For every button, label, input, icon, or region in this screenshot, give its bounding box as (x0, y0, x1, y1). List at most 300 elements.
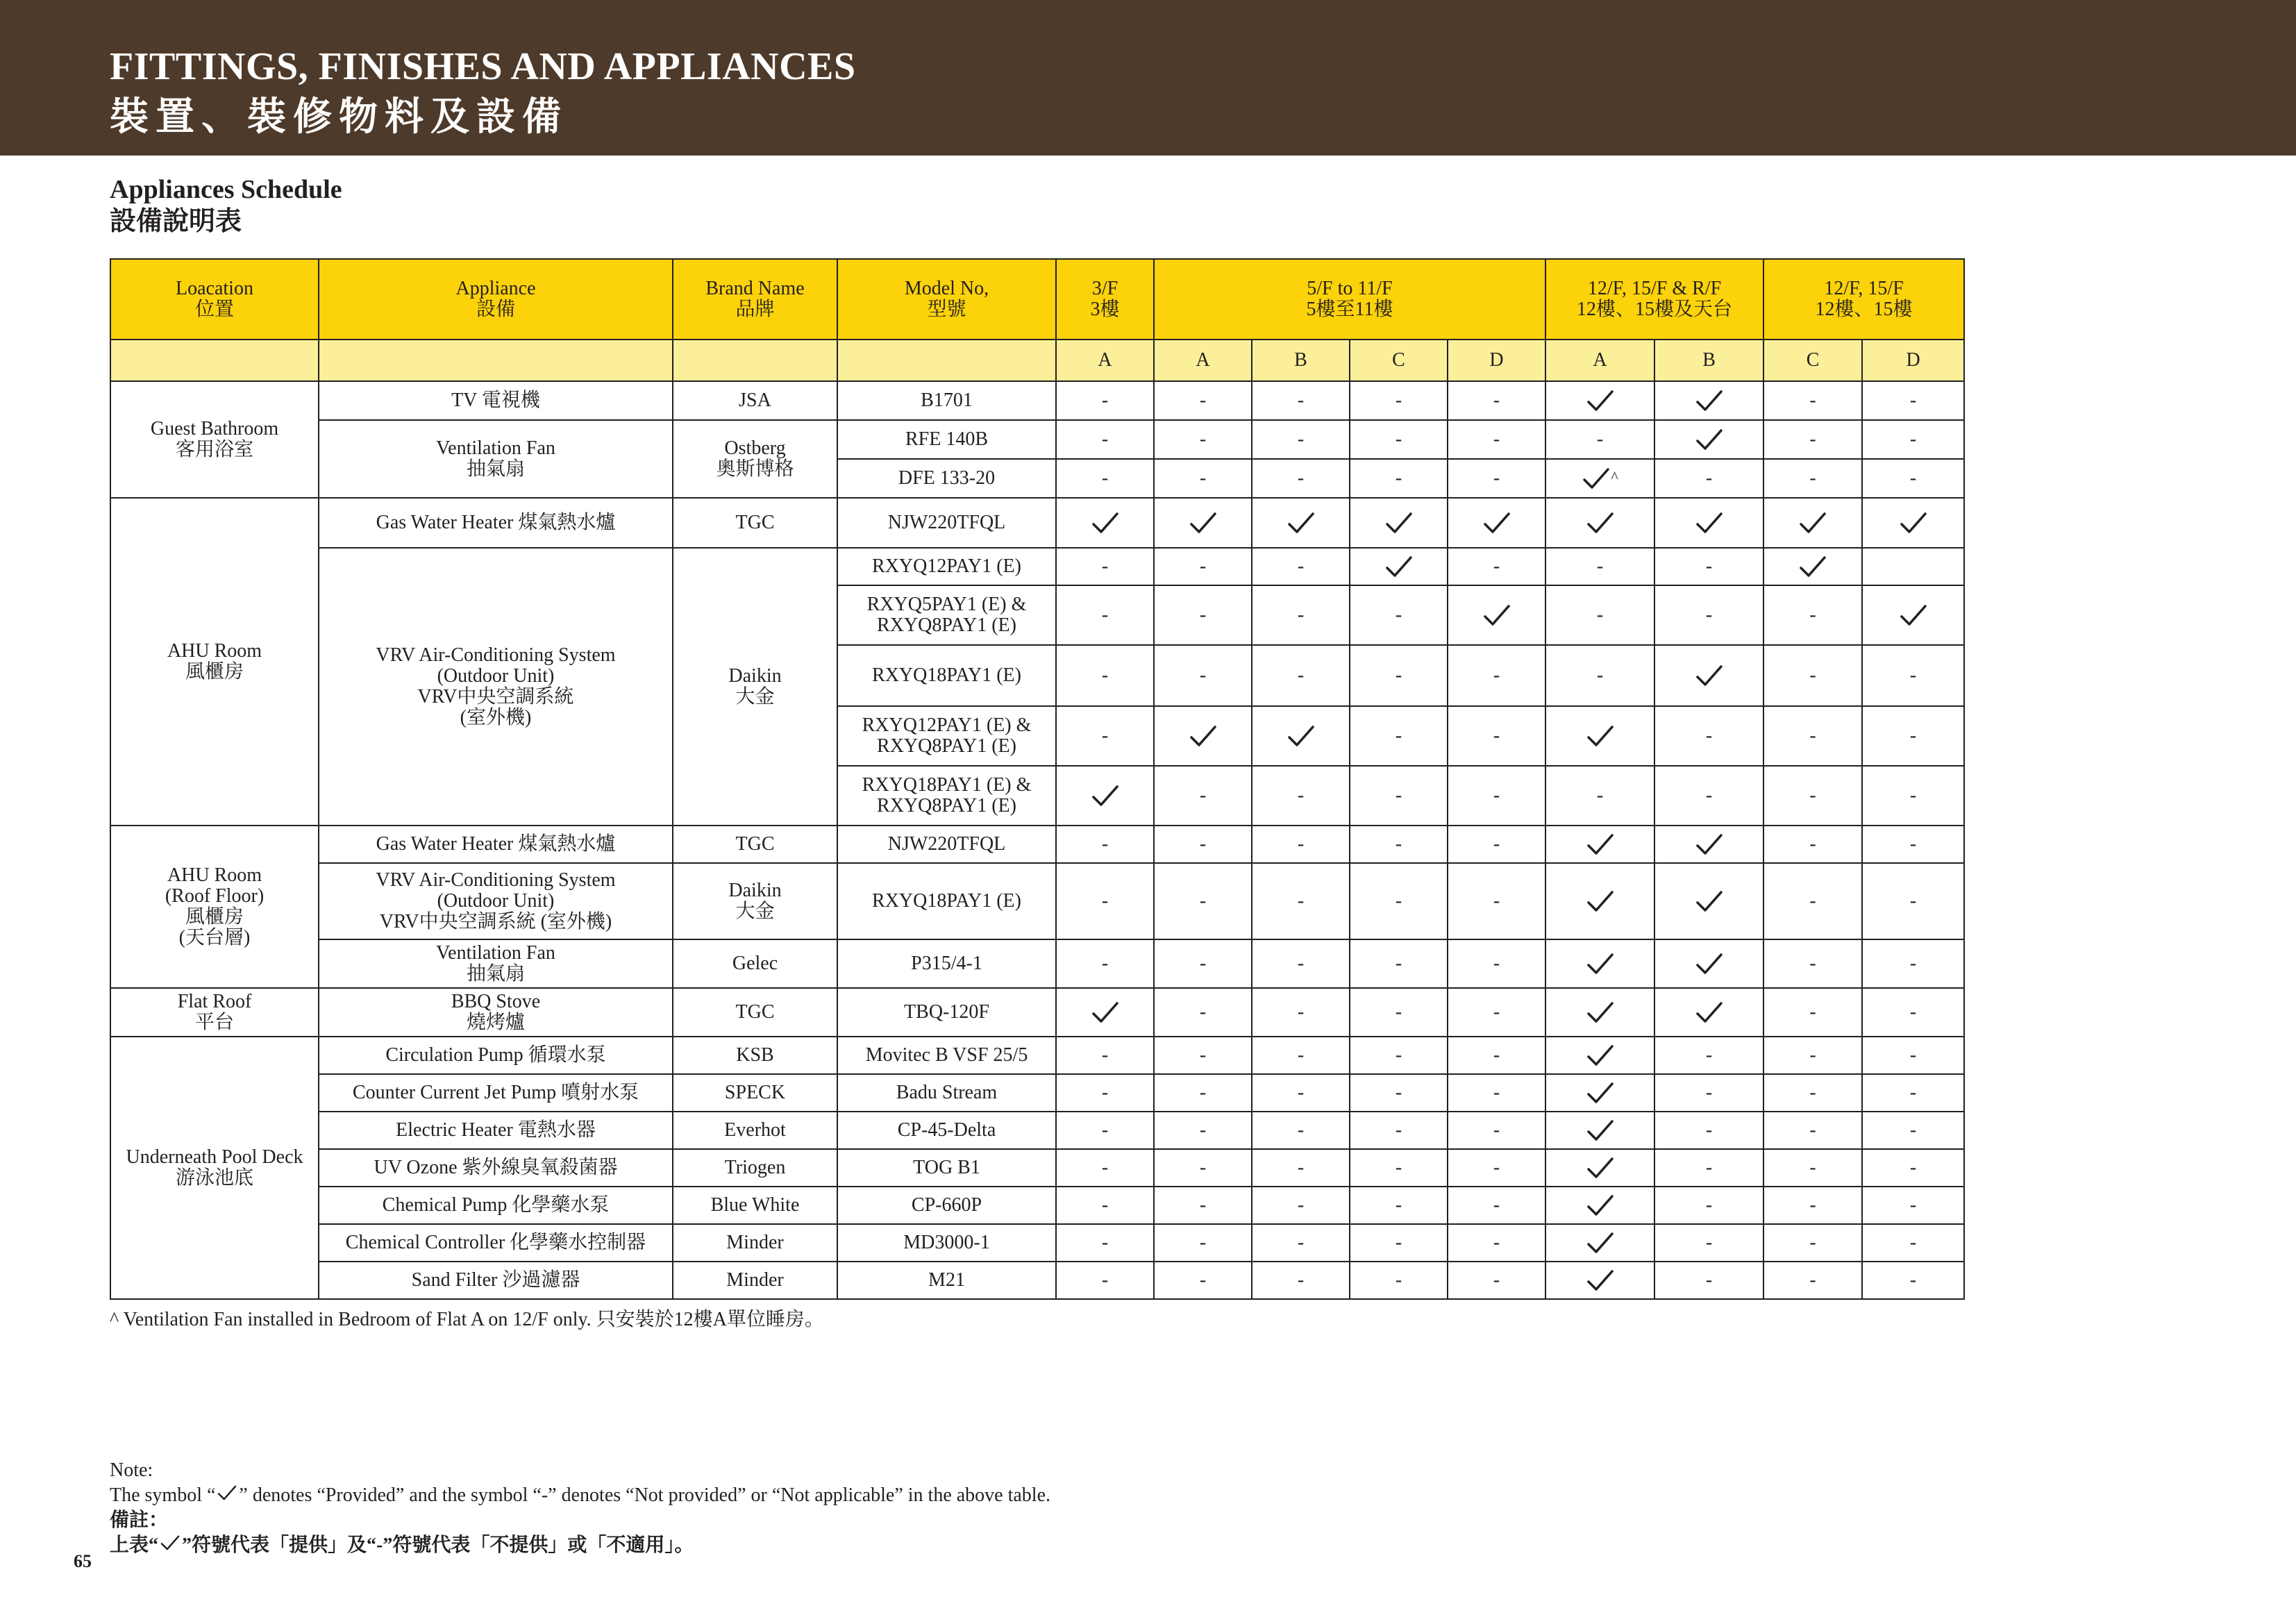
not-provided-mark: - (1493, 1232, 1500, 1253)
availability-cell (1154, 706, 1252, 766)
not-provided-mark: - (1199, 428, 1207, 450)
tick-icon (1287, 511, 1316, 535)
not-provided-mark: - (1705, 1157, 1713, 1178)
availability-cell (1154, 826, 1252, 863)
availability-cell (1763, 1074, 1862, 1112)
availability-cell (1252, 766, 1350, 826)
availability-cell (1862, 766, 1964, 826)
schedule-title (110, 174, 342, 237)
not-provided-mark: - (1705, 1119, 1713, 1141)
not-provided-mark: - (1395, 428, 1402, 450)
availability-cell (1763, 1149, 1862, 1187)
appliance-cell: TV 電視機 (319, 381, 673, 420)
tick-icon (1586, 1269, 1615, 1292)
availability-cell (1654, 1037, 1763, 1074)
availability-cell (1545, 863, 1654, 939)
not-provided-mark: - (1493, 467, 1500, 489)
note-text-zh: 上表“ ”符號代表「提供」及“-”符號代表「不提供」或「不適用」。 (110, 1534, 694, 1556)
tick-icon (1586, 389, 1615, 412)
location-cell: AHU Room (Roof Floor) 風櫃房 (天台層) (110, 826, 319, 988)
not-provided-mark: - (1101, 664, 1109, 686)
not-provided-mark: - (1493, 1082, 1500, 1103)
tick-icon (1695, 389, 1724, 412)
not-provided-mark: - (1909, 725, 1917, 746)
not-provided-mark: - (1395, 390, 1402, 411)
not-provided-mark: - (1493, 428, 1500, 450)
not-provided-mark: - (1395, 1269, 1402, 1291)
not-provided-mark: - (1101, 1232, 1109, 1253)
not-provided-mark: - (1101, 1119, 1109, 1141)
availability-cell (1448, 1187, 1545, 1224)
availability-cell (1448, 498, 1545, 548)
availability-cell (1056, 863, 1154, 939)
flat-col-header: A (1056, 340, 1154, 381)
tick-icon (1586, 1001, 1615, 1024)
availability-cell (1056, 1074, 1154, 1112)
availability-cell (1252, 1112, 1350, 1149)
availability-cell (1056, 498, 1154, 548)
not-provided-mark: - (1909, 428, 1917, 450)
model-cell: B1701 (837, 381, 1056, 420)
not-provided-mark: - (1395, 664, 1402, 686)
availability-cell (1154, 420, 1252, 459)
availability-cell (1862, 585, 1964, 645)
availability-cell (1252, 381, 1350, 420)
not-provided-mark: - (1297, 604, 1305, 626)
not-provided-mark: - (1199, 890, 1207, 912)
not-provided-mark: - (1909, 390, 1917, 411)
tick-icon (1091, 784, 1120, 807)
brand-cell: Ostberg 奧斯博格 (673, 420, 837, 498)
note-label-zh: 備註： (110, 1509, 169, 1531)
availability-cell (1448, 988, 1545, 1037)
availability-cell (1350, 420, 1448, 459)
availability-cell (1056, 1262, 1154, 1299)
availability-cell (1545, 988, 1654, 1037)
availability-cell (1448, 420, 1545, 459)
not-provided-mark: - (1199, 555, 1207, 577)
tick-icon (158, 1534, 182, 1556)
availability-cell (1763, 1112, 1862, 1149)
availability-cell (1862, 1224, 1964, 1262)
not-provided-mark: - (1705, 1232, 1713, 1253)
availability-cell (1654, 381, 1763, 420)
not-provided-mark: - (1705, 467, 1713, 489)
availability-cell (1545, 459, 1654, 498)
not-provided-mark: - (1101, 604, 1109, 626)
availability-cell (1654, 1262, 1763, 1299)
not-provided-mark: - (1596, 555, 1604, 577)
model-cell: RXYQ12PAY1 (E) & RXYQ8PAY1 (E) (837, 706, 1056, 766)
col-header-appliance: Appliance 設備 (319, 259, 673, 340)
availability-cell (1654, 548, 1763, 585)
page-title-zh: 裝置、裝修物料及設備 (110, 96, 568, 139)
model-cell: P315/4-1 (837, 939, 1056, 988)
availability-cell (1654, 1224, 1763, 1262)
availability-cell (1545, 1037, 1654, 1074)
footnote: ^ Ventilation Fan installed in Bedroom of Flat A on 12/F only. 只安裝於12樓A單位睡房。 (110, 1309, 824, 1330)
model-cell: RXYQ18PAY1 (E) & RXYQ8PAY1 (E) (837, 766, 1056, 826)
not-provided-mark: - (1909, 1269, 1917, 1291)
tick-icon (1091, 511, 1120, 535)
not-provided-mark: - (1199, 1119, 1207, 1141)
availability-cell (1252, 459, 1350, 498)
flat-col-header: A (1545, 340, 1654, 381)
not-provided-mark: - (1297, 1232, 1305, 1253)
availability-cell (1763, 706, 1862, 766)
availability-cell (1252, 548, 1350, 585)
availability-cell (1862, 1112, 1964, 1149)
not-provided-mark: - (1199, 390, 1207, 411)
availability-cell (1154, 548, 1252, 585)
availability-cell (1350, 1187, 1448, 1224)
availability-cell (1448, 766, 1545, 826)
not-provided-mark: - (1809, 1157, 1816, 1178)
brand-cell: Minder (673, 1262, 837, 1299)
not-provided-mark: - (1809, 785, 1816, 806)
tick-icon (1091, 1001, 1120, 1024)
tick-icon (1695, 428, 1724, 451)
not-provided-mark: - (1493, 890, 1500, 912)
availability-cell (1252, 939, 1350, 988)
availability-cell (1448, 548, 1545, 585)
availability-cell (1862, 548, 1964, 585)
model-cell: CP-45-Delta (837, 1112, 1056, 1149)
not-provided-mark: - (1395, 1044, 1402, 1066)
not-provided-mark: - (1395, 1119, 1402, 1141)
availability-cell (1763, 459, 1862, 498)
availability-cell (1763, 498, 1862, 548)
floor-group-header: 12/F, 15/F 12樓、15樓 (1763, 259, 1964, 340)
availability-cell (1448, 1224, 1545, 1262)
availability-cell (1654, 988, 1763, 1037)
not-provided-mark: - (1101, 555, 1109, 577)
appliance-cell: Sand Filter 沙過濾器 (319, 1262, 673, 1299)
availability-cell (1763, 766, 1862, 826)
not-provided-mark: - (1705, 785, 1713, 806)
availability-cell (1350, 548, 1448, 585)
availability-cell (1763, 1187, 1862, 1224)
availability-cell (1350, 939, 1448, 988)
header-row (110, 259, 1964, 340)
model-cell: TOG B1 (837, 1149, 1056, 1187)
availability-cell (1448, 645, 1545, 706)
table-row (110, 863, 1964, 939)
not-provided-mark: - (1705, 725, 1713, 746)
availability-cell (1154, 988, 1252, 1037)
appliance-cell: Electric Heater 電熱水器 (319, 1112, 673, 1149)
not-provided-mark: - (1909, 664, 1917, 686)
availability-cell (1862, 706, 1964, 766)
availability-cell (1763, 1224, 1862, 1262)
model-cell: TBQ-120F (837, 988, 1056, 1037)
availability-cell (1862, 498, 1964, 548)
not-provided-mark: - (1596, 664, 1604, 686)
schedule-title-en: Appliances Schedule (110, 175, 342, 204)
flat-col-header: B (1252, 340, 1350, 381)
not-provided-mark: - (1395, 1232, 1402, 1253)
availability-cell (1545, 585, 1654, 645)
availability-cell (1654, 939, 1763, 988)
not-provided-mark: - (1199, 1232, 1207, 1253)
not-provided-mark: - (1395, 1194, 1402, 1216)
table-row (110, 548, 1964, 585)
appliance-cell: Ventilation Fan 抽氣扇 (319, 939, 673, 988)
availability-cell (1862, 1037, 1964, 1074)
appliance-cell: Counter Current Jet Pump 噴射水泵 (319, 1074, 673, 1112)
not-provided-mark: - (1493, 953, 1500, 974)
not-provided-mark: - (1199, 785, 1207, 806)
not-provided-mark: - (1297, 1044, 1305, 1066)
not-provided-mark: - (1809, 467, 1816, 489)
not-provided-mark: - (1809, 1194, 1816, 1216)
not-provided-mark: - (1297, 428, 1305, 450)
not-provided-mark: - (1705, 1269, 1713, 1291)
availability-cell (1545, 420, 1654, 459)
model-cell: DFE 133-20 (837, 459, 1056, 498)
brand-cell: Triogen (673, 1149, 837, 1187)
not-provided-mark: - (1101, 1082, 1109, 1103)
not-provided-mark: - (1809, 1082, 1816, 1103)
availability-cell (1654, 459, 1763, 498)
not-provided-mark: - (1809, 664, 1816, 686)
availability-cell (1056, 1112, 1154, 1149)
table-row (110, 1037, 1964, 1074)
appliance-cell: Circulation Pump 循環水泵 (319, 1037, 673, 1074)
availability-cell (1763, 1262, 1862, 1299)
not-provided-mark: - (1199, 1044, 1207, 1066)
not-provided-mark: - (1199, 833, 1207, 855)
not-provided-mark: - (1909, 833, 1917, 855)
appliances-schedule-table (110, 258, 1965, 1300)
appliance-cell: BBQ Stove 燒烤爐 (319, 988, 673, 1037)
table-row (110, 498, 1964, 548)
availability-cell (1545, 1112, 1654, 1149)
not-provided-mark: - (1705, 1044, 1713, 1066)
availability-cell (1154, 645, 1252, 706)
tick-icon (1384, 555, 1414, 578)
availability-cell (1350, 1224, 1448, 1262)
not-provided-mark: - (1909, 1157, 1917, 1178)
not-provided-mark: - (1297, 890, 1305, 912)
availability-cell (1252, 585, 1350, 645)
not-provided-mark: - (1101, 953, 1109, 974)
availability-cell (1056, 766, 1154, 826)
not-provided-mark: - (1909, 1001, 1917, 1023)
tick-icon (1586, 1231, 1615, 1255)
not-provided-mark: - (1297, 1269, 1305, 1291)
availability-cell (1056, 381, 1154, 420)
availability-cell (1545, 645, 1654, 706)
availability-cell (1154, 766, 1252, 826)
not-provided-mark: - (1101, 1157, 1109, 1178)
not-provided-mark: - (1909, 1232, 1917, 1253)
availability-cell (1154, 939, 1252, 988)
availability-cell (1252, 1037, 1350, 1074)
availability-cell (1350, 1112, 1448, 1149)
not-provided-mark: - (1493, 1194, 1500, 1216)
not-provided-mark: - (1909, 890, 1917, 912)
note-label-en: Note: (110, 1459, 153, 1481)
not-provided-mark: - (1809, 1044, 1816, 1066)
brand-cell: TGC (673, 826, 837, 863)
appliance-cell: Gas Water Heater 煤氣熱水爐 (319, 826, 673, 863)
tick-icon (1695, 511, 1724, 535)
location-cell: Guest Bathroom 客用浴室 (110, 381, 319, 498)
not-provided-mark: - (1101, 467, 1109, 489)
model-cell: MD3000-1 (837, 1224, 1056, 1262)
availability-cell (1448, 1112, 1545, 1149)
availability-cell (1056, 585, 1154, 645)
tick-icon (1695, 664, 1724, 687)
availability-cell (1056, 826, 1154, 863)
tick-icon (1695, 1001, 1724, 1024)
availability-cell (1056, 1187, 1154, 1224)
availability-cell (1154, 381, 1252, 420)
model-cell: Badu Stream (837, 1074, 1056, 1112)
col-header-brand: Brand Name 品牌 (673, 259, 837, 340)
availability-cell (1056, 706, 1154, 766)
availability-cell (1862, 863, 1964, 939)
availability-cell (1350, 459, 1448, 498)
not-provided-mark: - (1297, 1157, 1305, 1178)
not-provided-mark: - (1493, 1044, 1500, 1066)
flat-header-row (110, 340, 1964, 381)
availability-cell (1252, 988, 1350, 1037)
table-row (110, 826, 1964, 863)
brand-cell: JSA (673, 381, 837, 420)
availability-cell (1654, 498, 1763, 548)
not-provided-mark: - (1809, 390, 1816, 411)
availability-cell (1654, 645, 1763, 706)
model-cell: Movitec B VSF 25/5 (837, 1037, 1056, 1074)
not-provided-mark: - (1493, 785, 1500, 806)
not-provided-mark: - (1395, 1157, 1402, 1178)
availability-cell (1862, 1187, 1964, 1224)
not-provided-mark: - (1705, 1194, 1713, 1216)
not-provided-mark: - (1297, 1082, 1305, 1103)
tick-icon (1798, 555, 1827, 578)
availability-cell (1763, 826, 1862, 863)
availability-cell (1545, 939, 1654, 988)
not-provided-mark: - (1493, 833, 1500, 855)
tick-icon (1695, 952, 1724, 976)
header-banner (0, 0, 2296, 156)
availability-cell (1448, 1149, 1545, 1187)
availability-cell (1350, 766, 1448, 826)
availability-cell (1763, 420, 1862, 459)
not-provided-mark: - (1101, 833, 1109, 855)
flat-col-header: B (1654, 340, 1763, 381)
availability-cell (1350, 706, 1448, 766)
availability-cell (1350, 1037, 1448, 1074)
availability-cell (1545, 1187, 1654, 1224)
not-provided-mark: - (1395, 785, 1402, 806)
tick-icon (1695, 889, 1724, 913)
not-provided-mark: - (1809, 890, 1816, 912)
tick-icon (1287, 724, 1316, 748)
not-provided-mark: - (1395, 890, 1402, 912)
note-block (110, 1458, 1050, 1558)
location-cell: Underneath Pool Deck 游泳池底 (110, 1037, 319, 1299)
availability-cell (1154, 1112, 1252, 1149)
col-header-location: Loacation 位置 (110, 259, 319, 340)
tick-icon (1798, 511, 1827, 535)
not-provided-mark: - (1297, 1194, 1305, 1216)
flat-col-header: A (1154, 340, 1252, 381)
availability-cell (1545, 1262, 1654, 1299)
not-provided-mark: - (1596, 785, 1604, 806)
availability-cell (1654, 1187, 1763, 1224)
availability-cell (1350, 498, 1448, 548)
flat-col-header: D (1448, 340, 1545, 381)
availability-cell (1654, 706, 1763, 766)
note-text-en: The symbol “ ” denotes “Provided” and the symbol “-” denotes “Not provided” or “Not applicable” in the above table. (110, 1484, 1051, 1506)
availability-cell (1056, 459, 1154, 498)
appliance-cell: VRV Air-Conditioning System (Outdoor Unit) VRV中央空調系統 (室外機) (319, 863, 673, 939)
table-row (110, 381, 1964, 420)
availability-cell (1448, 585, 1545, 645)
availability-cell (1862, 645, 1964, 706)
tick-icon (215, 1484, 239, 1506)
availability-cell (1154, 1037, 1252, 1074)
not-provided-mark: - (1493, 1119, 1500, 1141)
not-provided-mark: - (1809, 953, 1816, 974)
availability-cell (1448, 459, 1545, 498)
not-provided-mark: - (1297, 953, 1305, 974)
tick-icon (1586, 1081, 1615, 1105)
availability-cell (1252, 863, 1350, 939)
availability-cell (1056, 939, 1154, 988)
not-provided-mark: - (1199, 1194, 1207, 1216)
availability-cell (1448, 826, 1545, 863)
not-provided-mark: - (1493, 1157, 1500, 1178)
availability-cell (1654, 420, 1763, 459)
tick-icon (1189, 724, 1218, 748)
availability-cell (1654, 1112, 1763, 1149)
availability-cell (1545, 1224, 1654, 1262)
availability-cell (1252, 420, 1350, 459)
availability-cell (1545, 381, 1654, 420)
model-cell: M21 (837, 1262, 1056, 1299)
tick-icon (1586, 952, 1615, 976)
not-provided-mark: - (1493, 1001, 1500, 1023)
tick-icon (1384, 511, 1414, 535)
brand-cell: KSB (673, 1037, 837, 1074)
table-row (110, 1074, 1964, 1112)
appliance-cell: VRV Air-Conditioning System (Outdoor Unit) VRV中央空調系統 (室外機) (319, 548, 673, 826)
availability-cell (1252, 1224, 1350, 1262)
brand-cell: Minder (673, 1224, 837, 1262)
not-provided-mark: - (1199, 1157, 1207, 1178)
not-provided-mark: - (1809, 1232, 1816, 1253)
availability-cell (1862, 939, 1964, 988)
not-provided-mark: - (1909, 467, 1917, 489)
floor-group-header: 12/F, 15/F & R/F 12樓、15樓及天台 (1545, 259, 1763, 340)
not-provided-mark: - (1297, 555, 1305, 577)
availability-cell (1654, 766, 1763, 826)
availability-cell (1763, 939, 1862, 988)
availability-cell (1763, 585, 1862, 645)
availability-cell (1862, 420, 1964, 459)
not-provided-mark: - (1909, 953, 1917, 974)
availability-cell (1252, 1149, 1350, 1187)
not-provided-mark: - (1809, 1269, 1816, 1291)
appliance-cell: Gas Water Heater 煤氣熱水爐 (319, 498, 673, 548)
availability-cell (1252, 706, 1350, 766)
availability-cell (1654, 1149, 1763, 1187)
not-provided-mark: - (1909, 1082, 1917, 1103)
